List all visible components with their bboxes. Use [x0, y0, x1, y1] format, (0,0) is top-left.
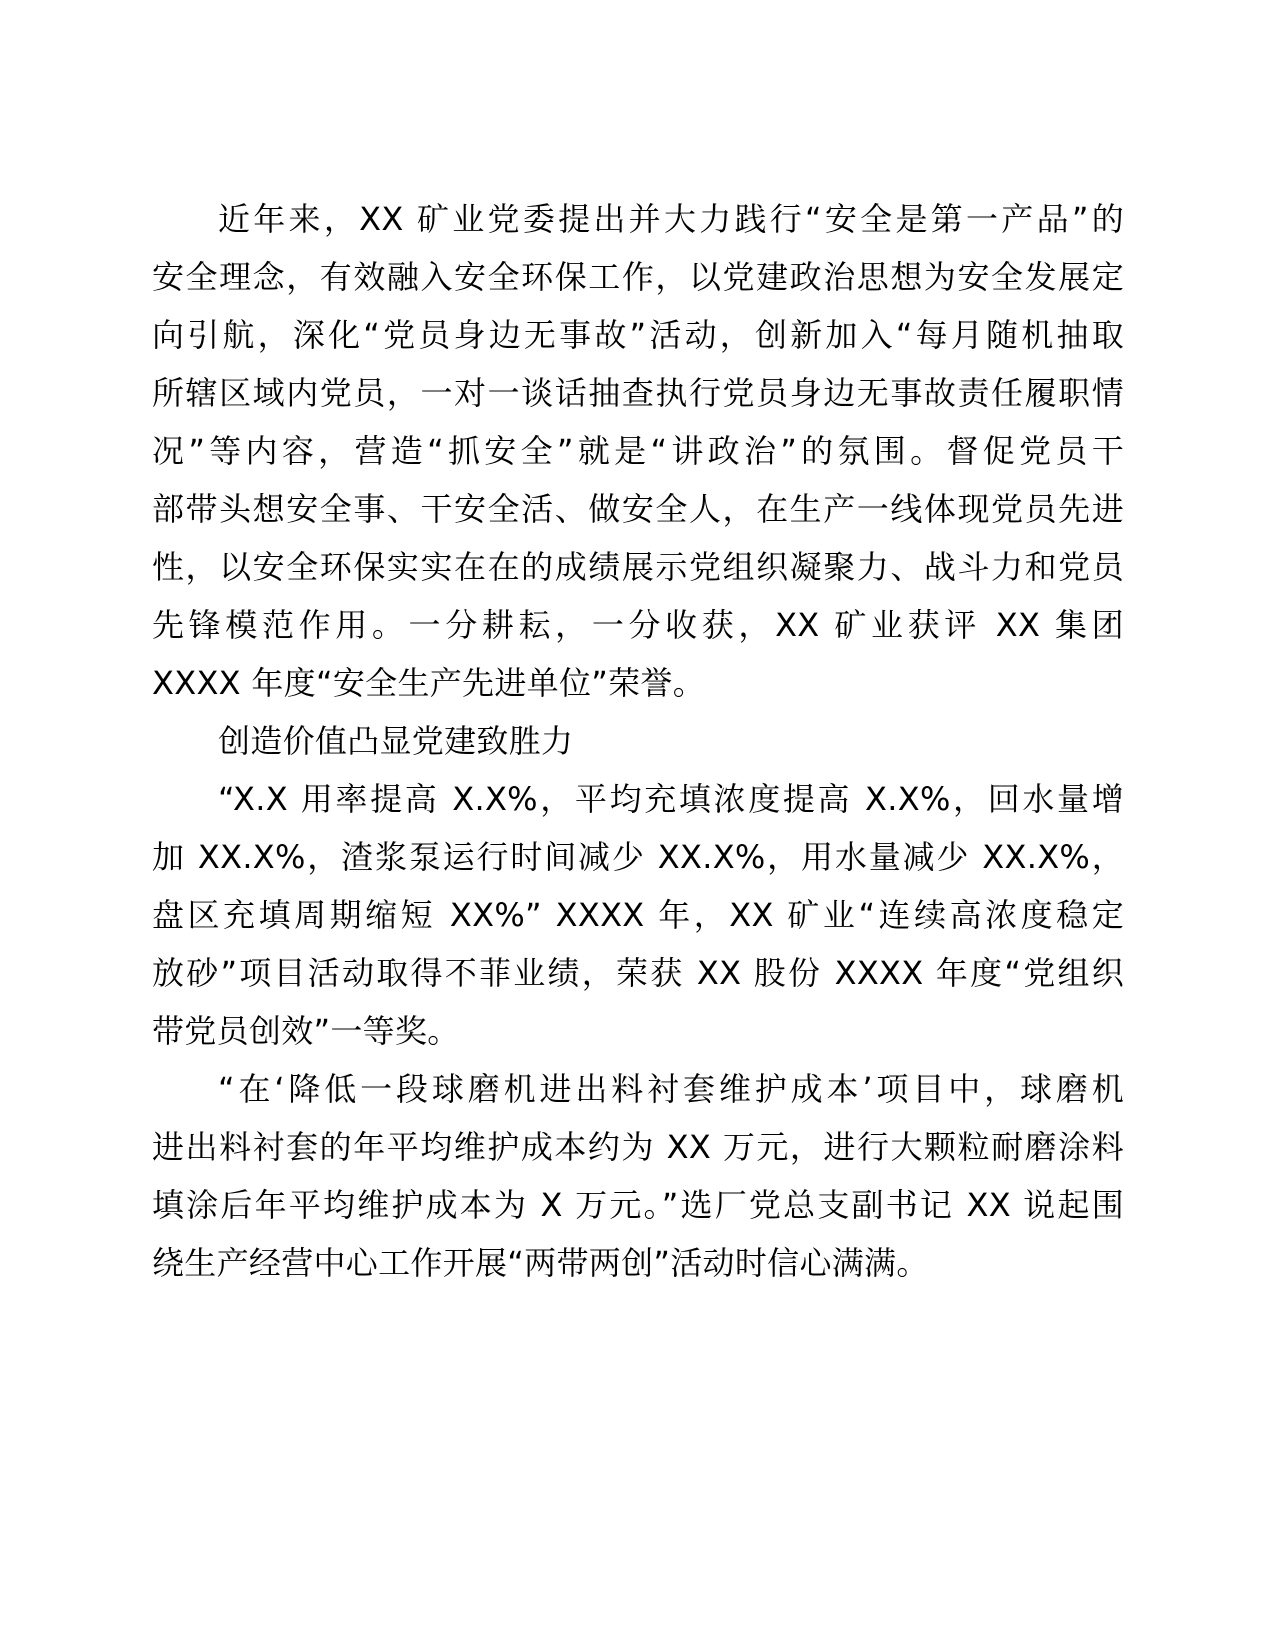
document-body [152, 190, 1124, 1292]
paragraph-safety [152, 190, 1124, 712]
text-line: XXXX 年度“安全生产先进单位”荣誉。 [152, 664, 706, 702]
text-line: 进出料衬套的年平均维护成本约为 XX 万元，进行大颗粒耐磨涂料 [152, 1128, 1124, 1166]
text-line: 性，以安全环保实实在在的成绩展示党组织凝聚力、战斗力和党员 [152, 548, 1124, 586]
text-line: 安全理念，有效融入安全环保工作，以党建政治思想为安全发展定 [152, 258, 1124, 296]
text-line: 况”等内容，营造“抓安全”就是“讲政治”的氛围。督促党员干 [152, 432, 1124, 470]
text-line: 所辖区域内党员，一对一谈话抽查执行党员身边无事故责任履职情 [152, 374, 1124, 412]
text-line: “X.X 用率提高 X.X%，平均充填浓度提高 X.X%，回水量增 [218, 780, 1124, 818]
text-line: 绕生产经营中心工作开展“两带两创”活动时信心满满。 [152, 1244, 929, 1282]
text-line: 向引航，深化“党员身边无事故”活动，创新加入“每月随机抽取 [152, 316, 1124, 354]
text-line: 放砂”项目活动取得不菲业绩，荣获 XX 股份 XXXX 年度“党组织 [152, 954, 1124, 992]
text-line: 填涂后年平均维护成本为 X 万元。”选厂党总支副书记 XX 说起围 [152, 1186, 1124, 1224]
text-line: 先锋模范作用。一分耕耘，一分收获，XX 矿业获评 XX 集团 [152, 606, 1124, 644]
paragraph-ball-mill [152, 1060, 1124, 1292]
text-line: 部带头想安全事、干安全活、做安全人，在生产一线体现党员先进 [152, 490, 1124, 528]
paragraph-value-creation [152, 770, 1124, 1060]
text-line: 带党员创效”一等奖。 [152, 1012, 460, 1050]
text-line: 近年来，XX 矿业党委提出并大力践行“安全是第一产品”的 [218, 200, 1124, 238]
section-heading [152, 712, 1124, 770]
text-line: 盘区充填周期缩短 XX%” XXXX 年，XX 矿业“连续高浓度稳定 [152, 896, 1124, 934]
text-line: 加 XX.X%，渣浆泵运行时间减少 XX.X%，用水量减少 XX.X%， [152, 838, 1124, 876]
heading-line: 创造价值凸显党建致胜力 [218, 722, 574, 760]
text-line: “在‘降低一段球磨机进出料衬套维护成本’项目中，球磨机 [218, 1070, 1124, 1108]
